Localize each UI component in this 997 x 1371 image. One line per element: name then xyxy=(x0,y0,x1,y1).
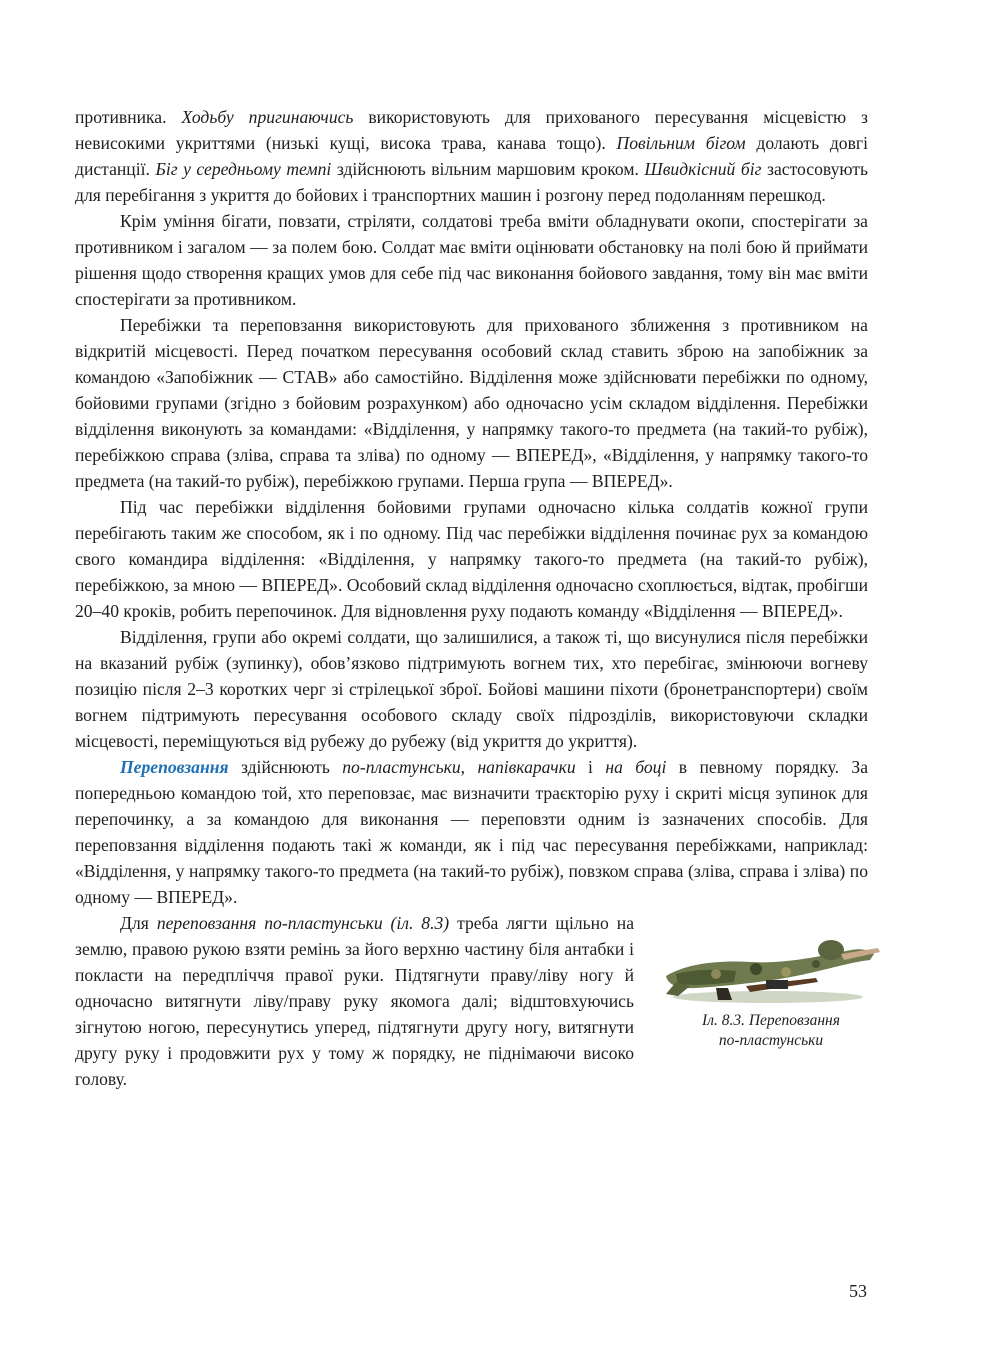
text-run: противника. xyxy=(75,107,182,127)
figure-caption xyxy=(656,1011,886,1051)
figure-section xyxy=(75,910,868,1092)
italic-term: Ходьбу пригинаючись xyxy=(181,107,354,127)
text-run: здійснюють вільним маршовим кроком. xyxy=(331,159,645,179)
text-run: в певному порядку. За попередньою командою той, хто переповзає, має визначити траєкторію руху і скриті місця зупинок для перепочинку, а за командою для виконання — переповзти одним із зазначених способів. Для переповзання відділення подають такі ж команди, як і під час пересування перебіжками, наприклад: «Відділення, у напрямку такого-то предмета (на такий-то рубіж), повзком справа (зліва, справа і зліва) по одному — ВПЕРЕД». xyxy=(75,757,869,907)
italic-term: на боці xyxy=(605,757,667,777)
italic-term: по-пластунськи xyxy=(342,757,461,777)
text-run: Для xyxy=(120,913,157,933)
italic-term: Швидкісний біг xyxy=(644,159,762,179)
text-run: , xyxy=(460,757,478,777)
text-run: використовують для прихованого пересування місцевістю з невисокими укриттями (низькі кущі, висока трава, канава тощо). xyxy=(75,107,868,153)
page-body xyxy=(75,104,868,1092)
text-run: долають довгі дистанції. xyxy=(75,133,868,179)
text-run: і xyxy=(575,757,606,777)
figure-8-3 xyxy=(656,914,886,1064)
text-run: застосовують для перебігання з укриття до бойових і транспортних машин і розгону перед подоланням перешкод. xyxy=(75,159,869,205)
figure-caption-line-2: по-пластунськи xyxy=(718,1032,824,1049)
italic-term: переповзання по-пластунськи (іл. 8.3) xyxy=(156,913,450,933)
text-run: треба лягти щільно на землю, правою рукою взяти ремінь за його верхню частину біля антабки і покласти на передпліччя правої руки. Підтягнути праву/ліву ногу й одночасно витягнути ліву/праву руку якомога далі; відштовхуючись зігнутою ногою, пересунутись уперед, підтягнути другу ногу, витягнути другу руку і продовжити рух у тому ж порядку, не піднімаючи високо голову. xyxy=(75,913,634,1089)
crawling-soldier-illustration xyxy=(656,914,886,1009)
paragraph-4: Під час перебіжки відділення бойовими групами одночасно кілька солдатів кожної групи перебігають таким же способом, як і по одному. Під час перебіжки відділення починає рух за командою свого командира відділення: «Відділення, у напрямку такого-то предмета (на такий-то рубіж), перебіжкою, за мною — ВПЕРЕД». Особовий склад відділення одночасно схоплюється, відтак, пробігши 20–40 кроків, робить перепочинок. Для відновлення руху подають команду «Відділення — ВПЕРЕД». xyxy=(75,497,868,621)
text-run: здійснюють xyxy=(228,757,343,777)
paragraph-2: Крім уміння бігати, повзати, стріляти, солдатові треба вміти обладнувати окопи, спостерігати за противником і загалом — за полем бою. Солдат має вміти оцінювати обстановку на полі бою й приймати рішення щодо створення кращих умов для себе під час виконання бойового завдання, тому він має вміти спостерігати за противником. xyxy=(75,211,868,309)
figure-caption-line-1: Іл. 8.3. Переповзання xyxy=(702,1012,840,1029)
italic-term: Біг у середньому темпі xyxy=(155,159,332,179)
page-number: 53 xyxy=(849,1281,867,1301)
paragraph-6 xyxy=(75,754,868,910)
italic-term: Повільним бігом xyxy=(616,133,746,153)
italic-term: напівкарачки xyxy=(477,757,576,777)
paragraph-5: Відділення, групи або окремі солдати, що залишилися, а також ті, що висунулися після перебіжки на вказаний рубіж (зупинку), обов’язково підтримують вогнем тих, хто перебігає, змінюючи вогневу позицію після 2–3 коротких черг зі стрілецької зброї. Бойові машини піхоти (бронетранспортери) своїм вогнем підтримують пересування особового складу своїх підрозділів, використовуючи складки місцевості, переміщуються від рубежу до рубежу (від укриття до укриття). xyxy=(75,627,868,751)
highlighted-term: Переповзання xyxy=(120,757,229,777)
paragraph-1 xyxy=(75,104,868,208)
paragraph-3: Перебіжки та переповзання використовують для прихованого зближення з противником на відкритій місцевості. Перед початком пересування особовий склад ставить зброю на запобіжник за командою «Запобіжник — СТАВ» або самостійно. Відділення може здійснювати перебіжки по одному, бойовими групами (згідно з бойовим розрахунком) або одночасно усім складом відділення. Перебіжки відділення виконують за командами: «Відділення, у напрямку такого-то предмета (на такий-то рубіж), перебіжкою справа (зліва, справа та зліва) по одному — ВПЕРЕД», «Відділення, у напрямку такого-то предмета (на такий-то рубіж), перебіжкою групами. Перша група — ВПЕРЕД». xyxy=(75,315,868,491)
